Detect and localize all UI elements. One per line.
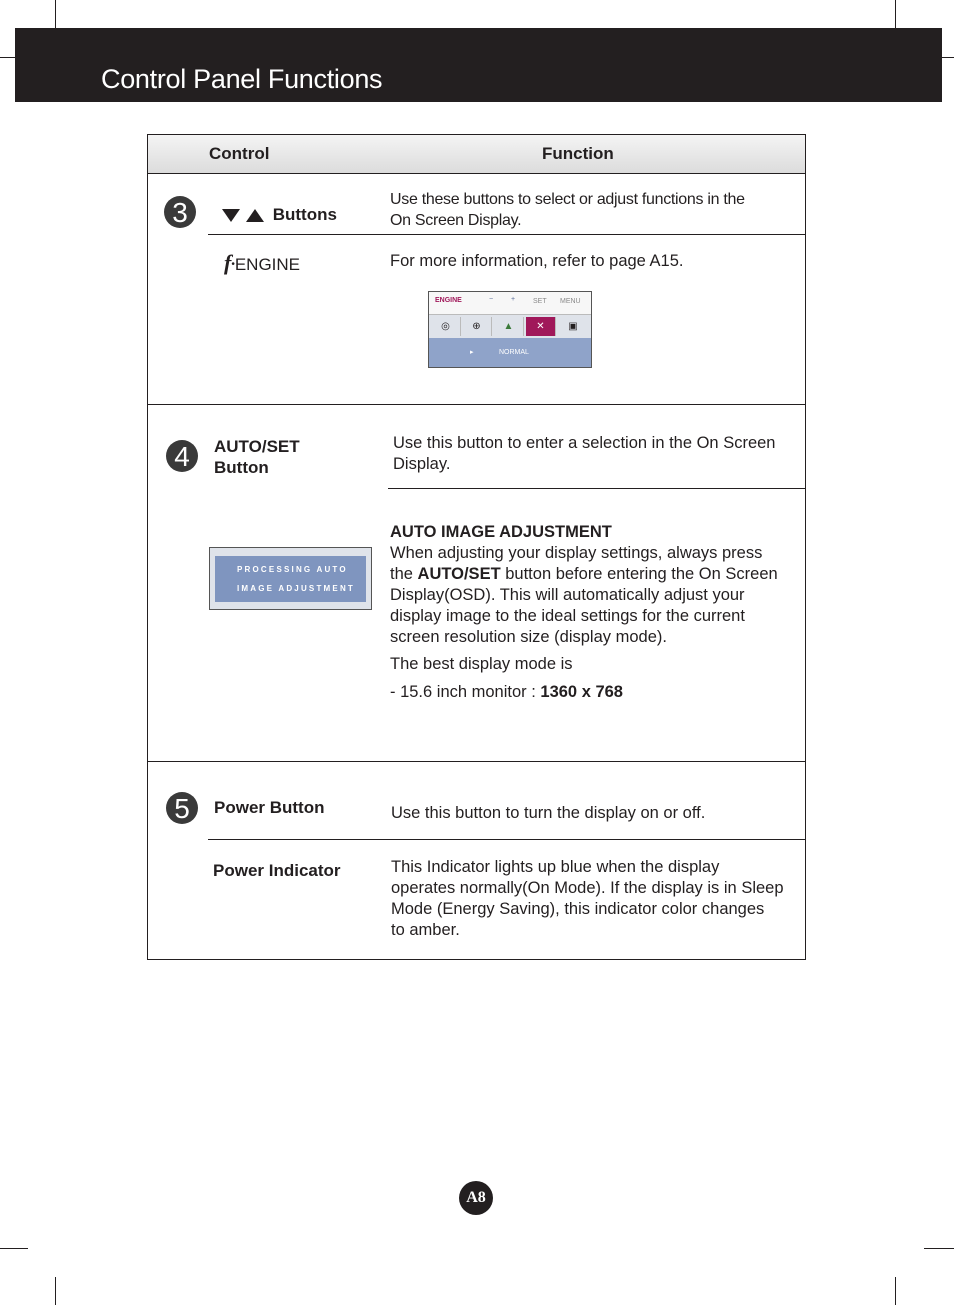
row-divider (388, 488, 805, 489)
section-number-3: 3 (164, 196, 196, 228)
autoset-description: Use this button to enter a selection in the On Screen Display. (393, 434, 776, 473)
movie-icon: ◎ (431, 317, 461, 336)
crop-mark (55, 1277, 56, 1305)
pointer-icon: ▸ (470, 349, 474, 356)
internet-icon: ⊕ (462, 317, 492, 336)
up-arrow-icon (246, 209, 264, 222)
column-header-control: Control (209, 144, 270, 163)
table-header (148, 135, 805, 174)
fengine-logo: f•ENGINE (224, 250, 301, 275)
crop-mark (0, 1248, 28, 1249)
crop-mark (0, 57, 15, 58)
section-number-5: 5 (166, 792, 198, 824)
minus-icon: − (489, 296, 494, 303)
power-indicator-description: This Indicator lights up blue when the display operates normally(On Mode). If the display is in Sleep Mode (Energy Saving), this indicator color changes to amber. (391, 858, 784, 939)
crop-mark (895, 1277, 896, 1305)
page-number: A8 (459, 1181, 493, 1215)
osd-icon-row (429, 315, 591, 338)
buttons-description: Use these buttons to select or adjust functions in the On Screen Display. (390, 191, 745, 229)
auto-image-adjustment-text: AUTO IMAGE ADJUSTMENT When adjusting your display settings, always press the AUTO/SET button before entering the On Screen Display(OSD). This will automatically adjust your display image to the ideal settings for the current screen resolution size (display mode). The best display mode is - 15.6 inch monitor : 1360 x 768 (390, 523, 778, 701)
down-arrow-icon (222, 209, 240, 222)
plus-icon: + (511, 296, 516, 303)
page-title: Control Panel Functions (101, 64, 383, 94)
crop-mark (924, 1248, 954, 1249)
picture-icon: ▲ (494, 317, 524, 336)
normal-icon: ✕ (526, 317, 556, 336)
engine-description: For more information, refer to page A15. (390, 252, 684, 270)
power-button-label: Power Button (214, 798, 325, 817)
auto-image-heading: AUTO IMAGE ADJUSTMENT (390, 523, 612, 541)
crop-mark (55, 0, 56, 28)
section-number-4: 4 (166, 440, 198, 472)
autoset-button-label: AUTO/SET Button (214, 437, 300, 477)
osd-mode-bar: ▸ NORMAL (429, 338, 591, 367)
power-indicator-label: Power Indicator (213, 861, 341, 880)
processing-osd-preview: PROCESSING AUTO IMAGE ADJUSTMENT (209, 547, 372, 610)
updown-buttons-label: Buttons (222, 204, 337, 225)
user-icon: ▣ (568, 321, 578, 332)
f-script-icon: f (224, 250, 232, 275)
fengine-osd-preview (428, 291, 592, 368)
power-button-description: Use this button to turn the display on or off. (391, 804, 706, 822)
row-divider (208, 234, 805, 235)
section-divider (148, 404, 805, 405)
column-header-function: Function (542, 144, 614, 163)
row-divider (208, 839, 805, 840)
osd-top-bar: ENGINE − + SET MENU (429, 292, 591, 315)
section-divider (148, 761, 805, 762)
crop-mark (895, 0, 896, 28)
